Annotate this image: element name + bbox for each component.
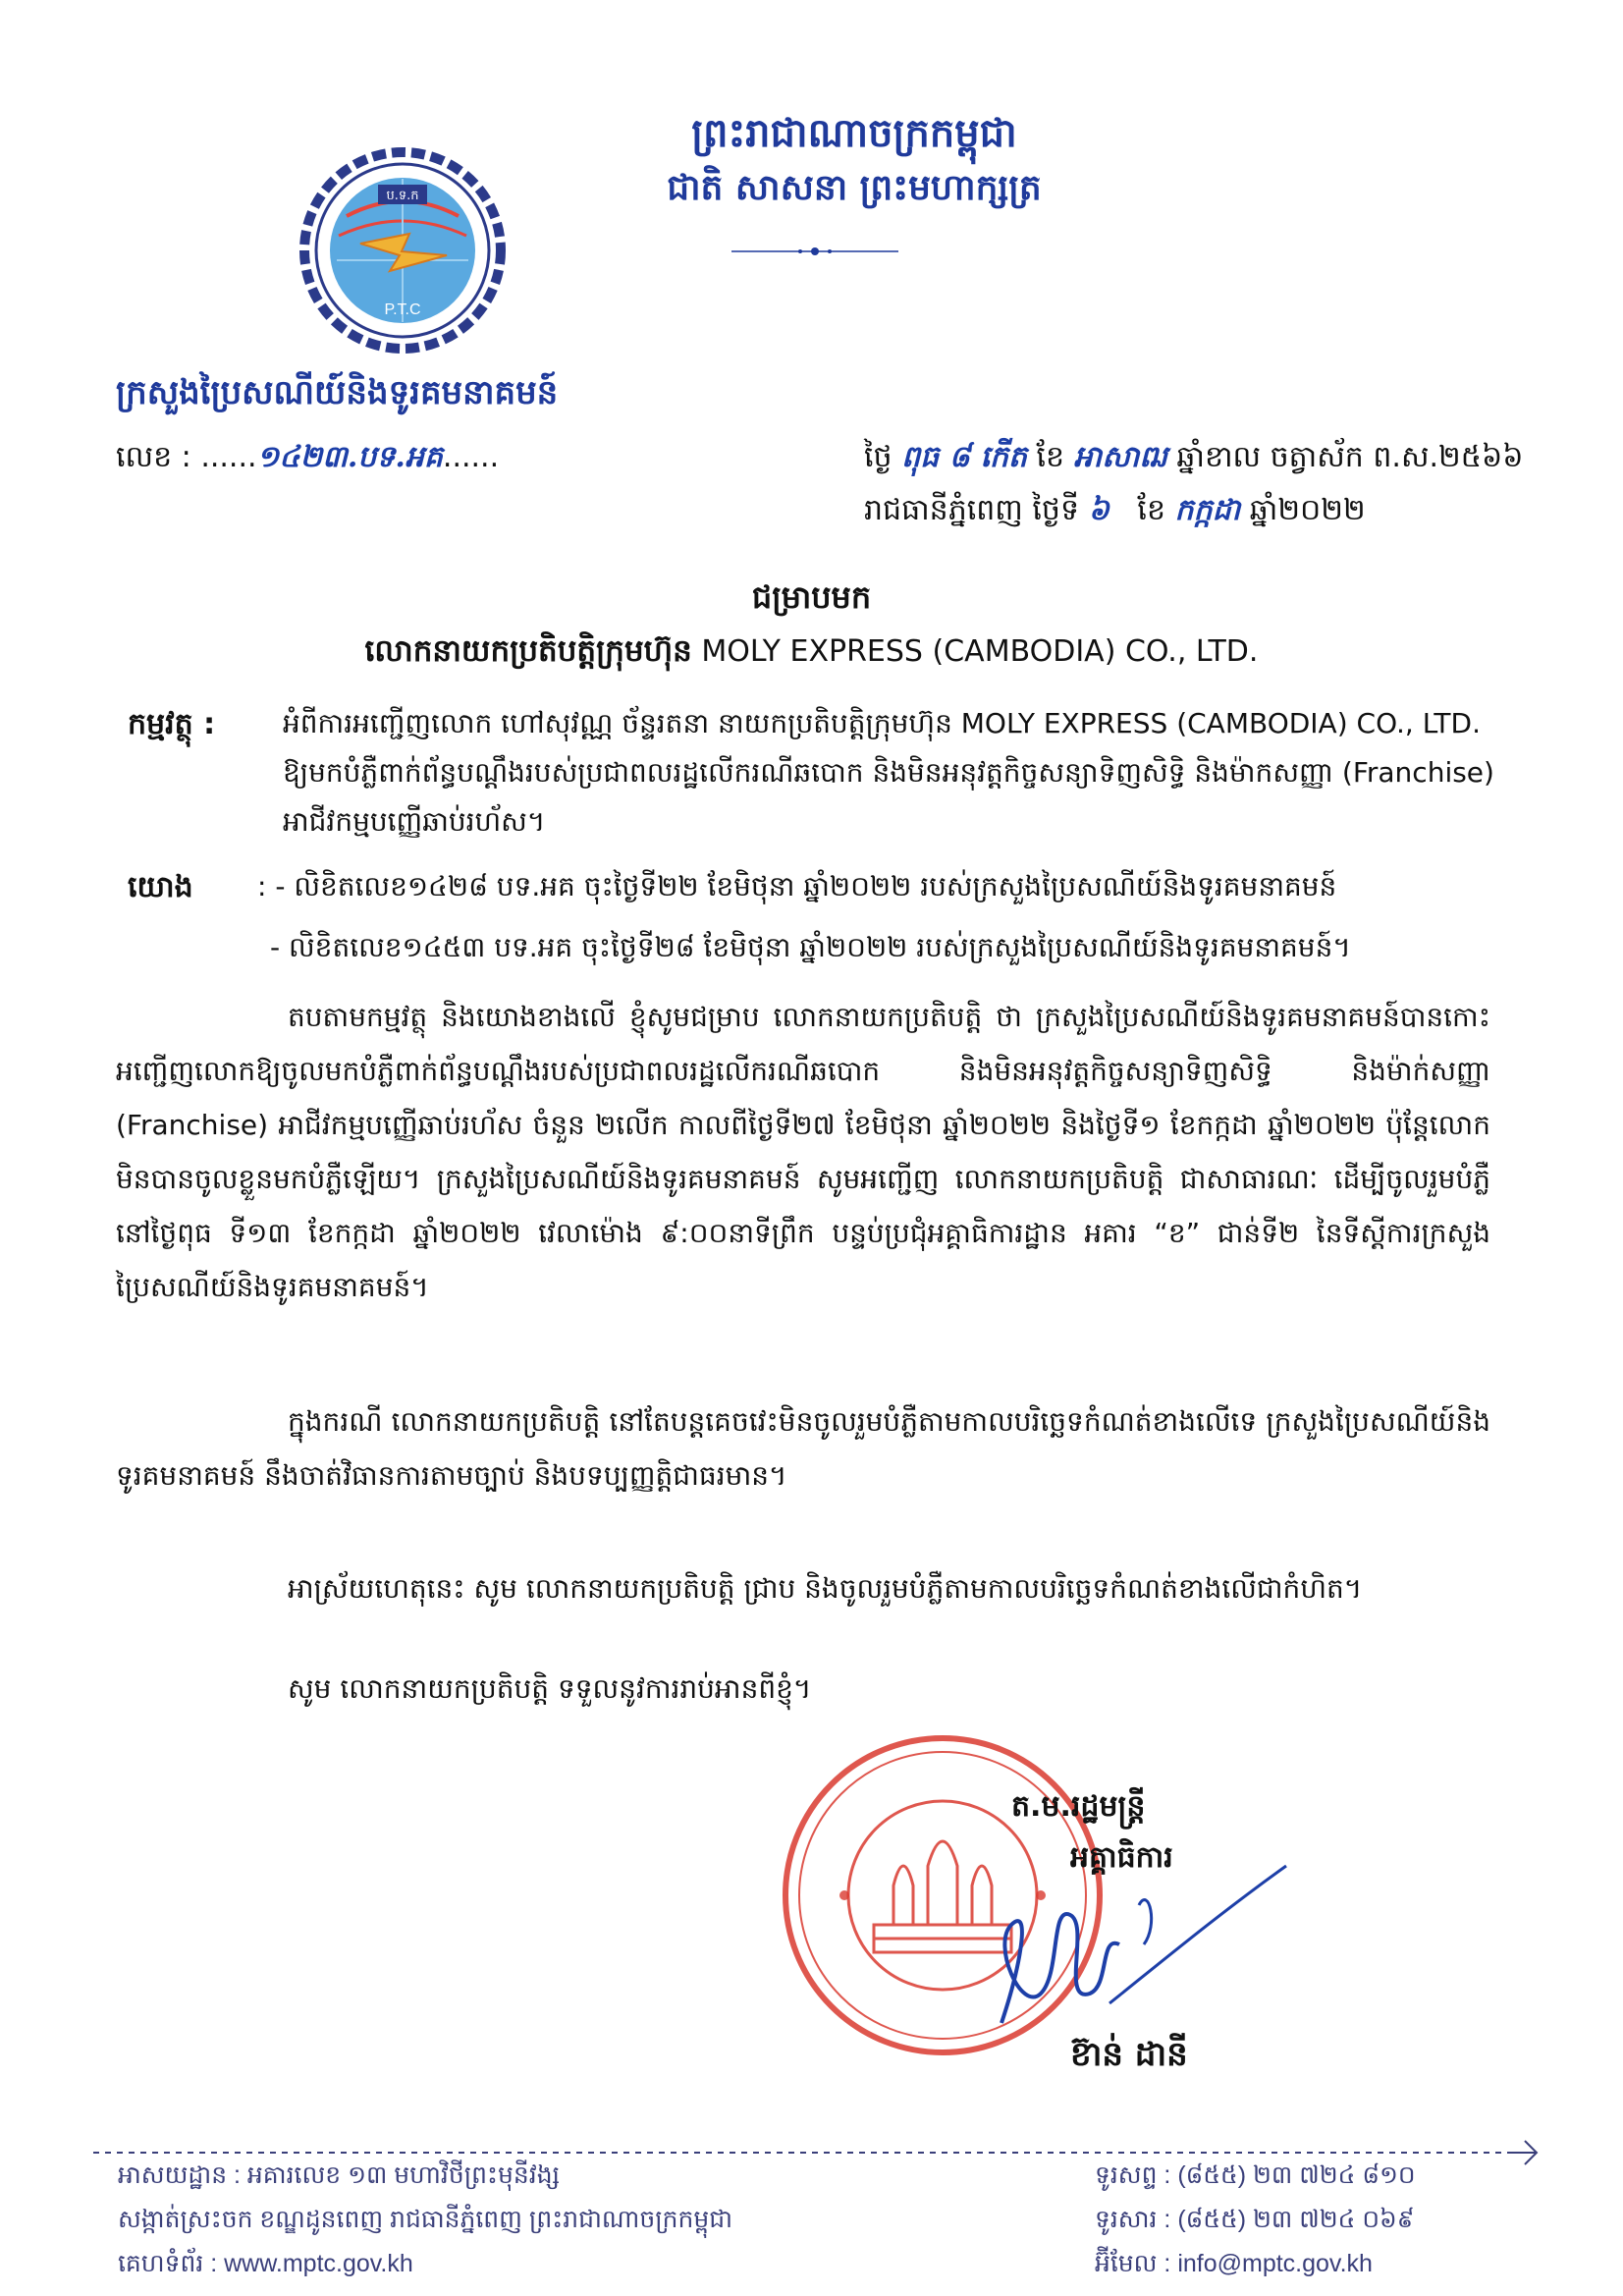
reference-label: លេខ : bbox=[116, 440, 191, 474]
lunar-day: ពុធ ៨ កើត bbox=[901, 440, 1027, 474]
ministry-logo bbox=[299, 147, 506, 354]
signer-role: អគ្គាធិការ bbox=[1070, 1840, 1173, 1875]
solar-year: ឆ្នាំ២០២២ bbox=[1249, 493, 1366, 527]
footer-address-line-1: អាសយដ្ឋាន : អគារលេខ ១៣ មហាវិថីព្រះមុនីវង្ស bbox=[118, 2161, 561, 2189]
signer-name: ខ៊ាន់ ដានី bbox=[1070, 2035, 1188, 2074]
lunar-day-prefix: ថ្ងៃ bbox=[864, 440, 893, 474]
greeting: ជម្រាបមក bbox=[751, 578, 872, 616]
lunar-date bbox=[864, 438, 1523, 481]
solar-month: កក្កដា bbox=[1174, 493, 1241, 527]
recipient-company: MOLY EXPRESS (CAMBODIA) CO., LTD. bbox=[701, 634, 1259, 669]
recipient bbox=[0, 632, 1623, 677]
body-paragraph-3: អាស្រ័យហេតុនេះ សូម លោកនាយកប្រតិបត្តិ ជ្រាប និងចូលរួមបំភ្លឺតាមកាលបរិច្ឆេទកំណត់ខាងលើជាកំហិត។ bbox=[288, 1572, 1363, 1605]
subject-text: អំពីការអញ្ជើញលោក ហៅសុវណ្ណ ច័ន្ទរតនា នាយកប្រតិបត្តិក្រុមហ៊ុន MOLY EXPRESS (CAMBODIA) CO., LTD. ឱ្យមកបំភ្លឺពាក់ព័ន្ធបណ្ដឹងរបស់ប្រជាពលរដ្ឋលើករណីឆបោក និងមិនអនុវត្តកិច្ចសន្យាទិញសិទ្ធិ និងម៉ាកសញ្ញា (Franchise) អាជីវកម្មបញ្ញើឆាប់រហ័ស។ bbox=[283, 707, 1494, 838]
logo-bottom-text: P.T.C bbox=[384, 301, 421, 318]
logo-top-text: ប.ទ.ក bbox=[386, 189, 419, 203]
footer-address-line-2: សង្កាត់ស្រះចក ខណ្ឌដូនពេញ រាជធានីភ្នំពេញ ព្រះរាជាណាចក្រកម្ពុជា bbox=[118, 2206, 733, 2233]
lunar-year: ឆ្នាំខាល ចត្វាស័ក ព.ស.២៥៦៦ bbox=[1176, 440, 1524, 474]
body-paragraph-2: ក្នុងករណី លោកនាយកប្រតិបត្តិ នៅតែបន្តគេចវេះមិនចូលរួមបំភ្លឺតាមកាលបរិច្ឆេទកំណត់ខាងលើទេ ក្រសួងប្រៃសណីយ៍និងទូរគមនាគមន៍ នឹងចាត់វិធានការតាមច្បាប់ និងបទប្បញ្ញត្តិជាធរមាន។ bbox=[116, 1405, 1490, 1492]
kingdom-heading: ព្រះរាជាណាចក្រកម្ពុជា bbox=[691, 111, 1017, 156]
subject-label: កម្មវត្ថុ : bbox=[128, 707, 216, 741]
lunar-month-prefix: ខែ bbox=[1036, 440, 1065, 474]
solar-month-prefix: ខែ bbox=[1137, 493, 1165, 527]
ministry-name: ក្រសួងប្រៃសណីយ៍និងទូរគមនាគមន៍ bbox=[116, 373, 559, 412]
reference-value: ១៤២៣.បទ.អគ bbox=[256, 440, 443, 474]
footer-phone: ទូរសព្ទ : (៨៥៥) ២៣ ៧២៤ ៨១០ bbox=[1095, 2161, 1416, 2189]
solar-day-prefix: រាជធានីភ្នំពេញ ថ្ងៃទី bbox=[864, 493, 1080, 527]
solar-day: ៦ bbox=[1088, 493, 1109, 527]
ornament-divider bbox=[731, 246, 898, 257]
references-label: យោង bbox=[128, 870, 193, 904]
solar-date bbox=[864, 491, 1366, 534]
reference-number: លេខ : ......១៤២៣.បទ.អគ...... bbox=[116, 440, 500, 474]
reference-item-1: : - លិខិតលេខ១៤២៨ បទ.អគ ចុះថ្ងៃទី២២ ខែមិថុនា ឆ្នាំ២០២២ របស់ក្រសួងប្រៃសណីយ៍និងទូរគមនាគមន៍ bbox=[257, 870, 1337, 902]
body-paragraph-4: សូម លោកនាយកប្រតិបត្តិ ទទួលនូវការរាប់អានពីខ្ញុំ។ bbox=[288, 1672, 812, 1705]
footer-fax: ទូរសារ : (៨៥៥) ២៣ ៧២៤ ០៦៩ bbox=[1095, 2206, 1415, 2233]
recipient-title: លោកនាយកប្រតិបត្តិក្រុមហ៊ុន bbox=[364, 633, 692, 669]
body-paragraph-1: តបតាមកម្មវត្ថុ និងយោងខាងលើ ខ្ញុំសូមជម្រាប លោកនាយកប្រតិបត្តិ ថា ក្រសួងប្រៃសណីយ៍និងទូរគមនាគមន៍បានកោះអញ្ជើញលោកឱ្យចូលមកបំភ្លឺពាក់ព័ន្ធបណ្ដឹងរបស់ប្រជាពលរដ្ឋលើករណីឆបោក និងមិនអនុវត្តកិច្ចសន្យាទិញសិទ្ធិ និងម៉ាក់សញ្ញា (Franchise) អាជីវកម្មបញ្ញើឆាប់រហ័ស ចំនួន ២លើក កាលពីថ្ងៃទី២៧ ខែមិថុនា ឆ្នាំ២០២២ និងថ្ងៃទី១ ខែកក្កដា ឆ្នាំ២០២២ ប៉ុន្តែលោកមិនបានចូលខ្លួនមកបំភ្លឺឡើយ។ ក្រសួងប្រៃសណីយ៍និងទូរគមនាគមន៍ សូមអញ្ជើញ លោកនាយកប្រតិបត្តិ ជាសាធារណៈ ដើម្បីចូលរួមបំភ្លឺ នៅថ្ងៃពុធ ទី១៣ ខែកក្កដា ឆ្នាំ២០២២ វេលាម៉ោង ៩:០០នាទីព្រឹក បន្ទប់ប្រជុំអគ្គាធិការដ្ឋាន អគារ “ខ” ជាន់ទី២ នៃទីស្ដីការក្រសួងប្រៃសណីយ៍និងទូរគមនាគមន៍។ bbox=[116, 1001, 1490, 1303]
footer-website: គេហទំព័រ : www.mptc.gov.kh bbox=[118, 2250, 413, 2277]
lunar-month: អាសាឍ bbox=[1073, 440, 1167, 474]
footer-email: អ៊ីមែល : info@mptc.gov.kh bbox=[1095, 2250, 1373, 2277]
national-motto: ជាតិ សាសនា ព្រះមហាក្សត្រ bbox=[667, 168, 1042, 208]
signer-title: ត.ម.រដ្ឋមន្ត្រី bbox=[1011, 1789, 1146, 1824]
reference-item-2: - លិខិតលេខ១៤៥៣ បទ.អគ ចុះថ្ងៃទី២៨ ខែមិថុនា ឆ្នាំ២០២២ របស់ក្រសួងប្រៃសណីយ៍និងទូរគមនាគមន៍។ bbox=[270, 931, 1351, 963]
